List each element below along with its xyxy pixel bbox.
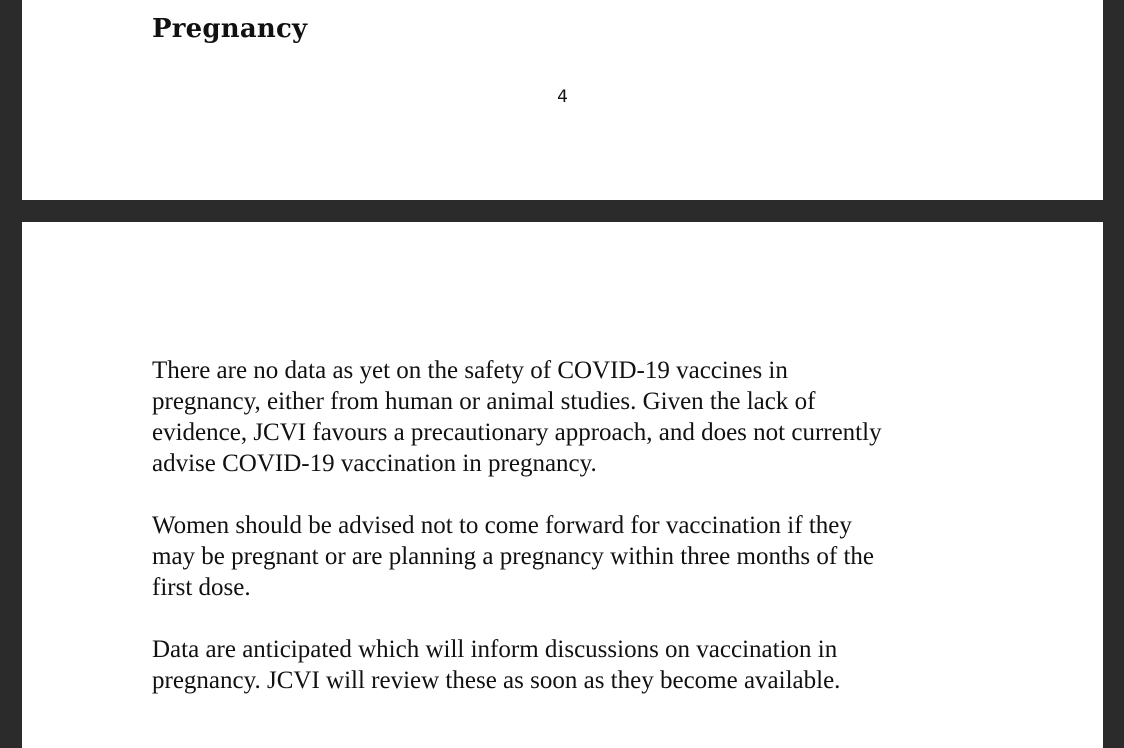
page-4: [22, 0, 1103, 200]
paragraph-data-anticipated: Data are anticipated which will inform discussions on vaccination in pregnancy. JCVI will review these as soon as they become available.: [152, 636, 841, 694]
body-text: [152, 355, 992, 727]
page-5: [22, 222, 1103, 748]
section-heading: Pregnancy: [152, 14, 308, 44]
paragraph-safety: There are no data as yet on the safety of COVID-19 vaccines in pregnancy, either from human or animal studies. Given the lack of evidence, JCVI favours a precautionary approach, and does not currently advise COVID-19 vaccination in pregnancy.: [152, 357, 882, 477]
page-divider: [0, 200, 1124, 222]
paragraph-women-advice: Women should be advised not to come forward for vaccination if they may be pregnant or are planning a pregnancy within three months of the first dose.: [152, 512, 874, 601]
page-number: 4: [557, 87, 568, 107]
